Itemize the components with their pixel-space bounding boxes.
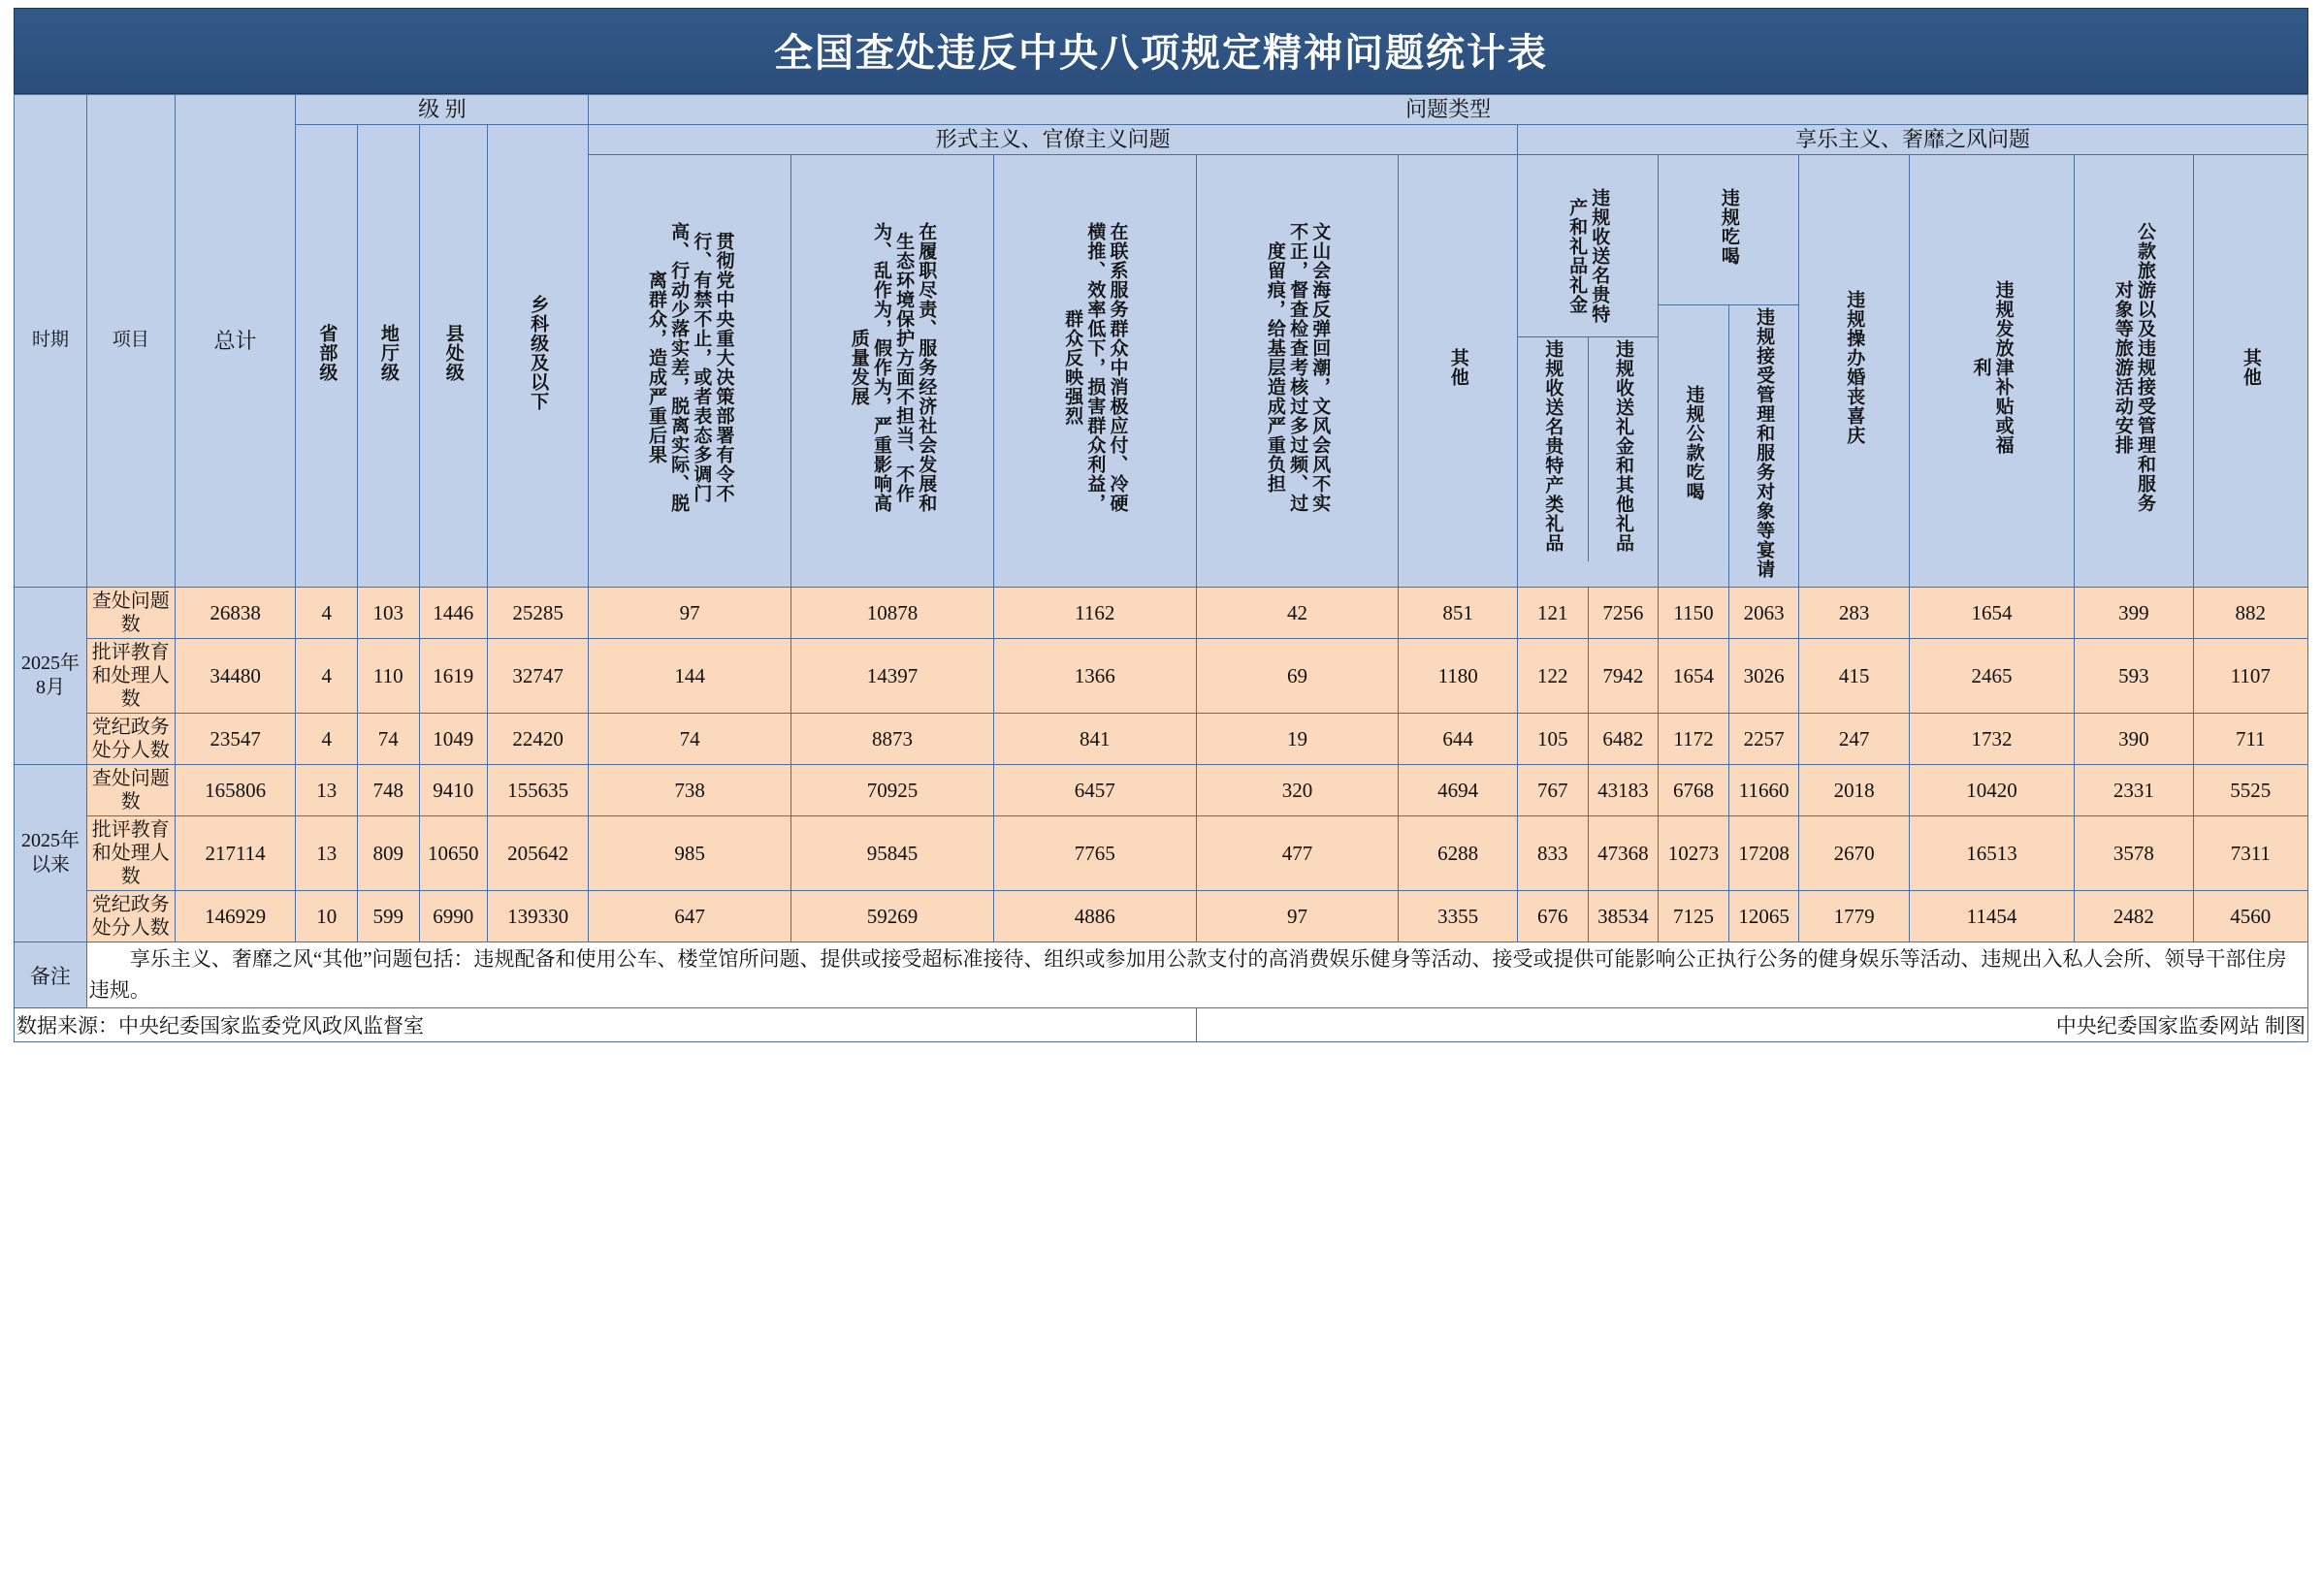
cell-formalism-other: 3355 [1399, 891, 1518, 942]
cell-hedonism-2: 43183 [1588, 765, 1659, 816]
header-hedonism-gift-col-2: 违规收送礼金和其他礼品 [1612, 339, 1633, 554]
cell-hedonism-2: 6482 [1588, 714, 1659, 765]
cell-hedonism-4: 2063 [1728, 588, 1799, 639]
cell-total: 26838 [175, 588, 296, 639]
cell-total: 34480 [175, 639, 296, 714]
cell-formalism-4: 320 [1196, 765, 1399, 816]
cell-hedonism-7: 2331 [2075, 765, 2194, 816]
cell-formalism-1: 985 [589, 816, 791, 891]
cell-hedonism-3: 6768 [1659, 765, 1729, 816]
statistics-table [14, 94, 2308, 1042]
header-hedonism-other: 其他 [2193, 154, 2307, 587]
header-row-2 [15, 124, 2308, 154]
cell-level-3: 1049 [419, 714, 487, 765]
header-formalism-group: 形式主义、官僚主义问题 [589, 124, 1518, 154]
header-period: 时期 [15, 95, 87, 588]
table-row [15, 639, 2308, 714]
cell-hedonism-7: 399 [2075, 588, 2194, 639]
cell-total: 23547 [175, 714, 296, 765]
cell-hedonism-5: 247 [1799, 714, 1909, 765]
row-item-label: 党纪政务处分人数 [86, 714, 175, 765]
cell-level-1: 10 [296, 891, 358, 942]
cell-formalism-other: 4694 [1399, 765, 1518, 816]
header-hedonism-allowance: 违规发放津补贴或福利 [1909, 154, 2074, 587]
header-formalism-col-3: 在联系服务群众中消极应付、冷硬横推、效率低下，损害群众利益，群众反映强烈 [993, 154, 1196, 587]
cell-hedonism-7: 390 [2075, 714, 2194, 765]
cell-hedonism-6: 1654 [1909, 588, 2074, 639]
cell-level-3: 9410 [419, 765, 487, 816]
header-hedonism-wedding: 违规操办婚丧喜庆 [1799, 154, 1909, 587]
row-item-label: 查处问题数 [86, 765, 175, 816]
cell-hedonism-7: 593 [2075, 639, 2194, 714]
cell-level-1: 4 [296, 639, 358, 714]
cell-hedonism-6: 10420 [1909, 765, 2074, 816]
cell-formalism-other: 6288 [1399, 816, 1518, 891]
cell-level-2: 110 [358, 639, 420, 714]
header-level-township: 乡科级及以下 [487, 124, 588, 587]
cell-formalism-2: 95845 [791, 816, 994, 891]
cell-hedonism-5: 415 [1799, 639, 1909, 714]
cell-hedonism-1: 767 [1517, 765, 1588, 816]
table-row [15, 588, 2308, 639]
cell-hedonism-8: 7311 [2193, 816, 2307, 891]
header-hedonism-gift-group: 违规收送名贵特产和礼品礼金 [1518, 181, 1658, 337]
cell-level-2: 599 [358, 891, 420, 942]
cell-formalism-other: 644 [1399, 714, 1518, 765]
cell-hedonism-8: 882 [2193, 588, 2307, 639]
header-hedonism-travel: 公款旅游以及违规接受管理和服务对象等旅游活动安排 [2075, 154, 2194, 587]
cell-level-3: 1446 [419, 588, 487, 639]
cell-total: 146929 [175, 891, 296, 942]
footer-row [15, 1008, 2308, 1042]
table-row [15, 816, 2308, 891]
cell-hedonism-6: 16513 [1909, 816, 2074, 891]
cell-hedonism-3: 1172 [1659, 714, 1729, 765]
header-hedonism-eat-col-1: 违规公款吃喝 [1659, 304, 1728, 587]
row-item-label: 查处问题数 [86, 588, 175, 639]
header-hedonism-group: 享乐主义、奢靡之风问题 [1517, 124, 2307, 154]
cell-formalism-4: 97 [1196, 891, 1399, 942]
cell-level-1: 13 [296, 765, 358, 816]
cell-hedonism-8: 5525 [2193, 765, 2307, 816]
cell-hedonism-1: 105 [1517, 714, 1588, 765]
header-level-group: 级 别 [296, 95, 589, 125]
cell-level-4: 25285 [487, 588, 588, 639]
cell-hedonism-2: 7942 [1588, 639, 1659, 714]
cell-hedonism-5: 2018 [1799, 765, 1909, 816]
header-level-department: 地厅级 [358, 124, 420, 587]
cell-hedonism-4: 11660 [1728, 765, 1799, 816]
data-source: 数据来源：中央纪委国家监委党风政风监督室 [15, 1008, 1197, 1042]
note-label: 备注 [15, 942, 87, 1008]
cell-formalism-3: 7765 [993, 816, 1196, 891]
note-row [15, 942, 2308, 1008]
header-formalism-col-2: 在履职尽责、服务经济社会发展和生态环境保护方面不担当、不作为、乱作为，假作为，严重影响高质量发展 [791, 154, 994, 587]
cell-hedonism-1: 676 [1517, 891, 1588, 942]
cell-hedonism-4: 12065 [1728, 891, 1799, 942]
cell-formalism-1: 647 [589, 891, 791, 942]
header-formalism-col-other: 其他 [1399, 154, 1518, 587]
cell-formalism-other: 851 [1399, 588, 1518, 639]
cell-formalism-2: 10878 [791, 588, 994, 639]
cell-hedonism-1: 121 [1517, 588, 1588, 639]
cell-level-4: 139330 [487, 891, 588, 942]
cell-formalism-other: 1180 [1399, 639, 1518, 714]
cell-formalism-1: 738 [589, 765, 791, 816]
page-title: 全国查处违反中央八项规定精神问题统计表 [14, 8, 2308, 94]
cell-formalism-4: 42 [1196, 588, 1399, 639]
header-level-county: 县处级 [419, 124, 487, 587]
cell-hedonism-6: 11454 [1909, 891, 2074, 942]
cell-hedonism-5: 283 [1799, 588, 1909, 639]
cell-level-2: 103 [358, 588, 420, 639]
period-label: 2025年以来 [15, 765, 87, 942]
cell-level-3: 1619 [419, 639, 487, 714]
cell-hedonism-3: 7125 [1659, 891, 1729, 942]
table-row [15, 765, 2308, 816]
cell-total: 165806 [175, 765, 296, 816]
cell-hedonism-3: 10273 [1659, 816, 1729, 891]
cell-hedonism-2: 7256 [1588, 588, 1659, 639]
cell-hedonism-1: 122 [1517, 639, 1588, 714]
cell-level-2: 748 [358, 765, 420, 816]
cell-formalism-3: 6457 [993, 765, 1196, 816]
cell-level-1: 4 [296, 588, 358, 639]
row-item-label: 批评教育和处理人数 [86, 639, 175, 714]
cell-hedonism-7: 2482 [2075, 891, 2194, 942]
header-total: 总计 [175, 95, 296, 588]
cell-hedonism-3: 1654 [1659, 639, 1729, 714]
header-hedonism-gift-col-1: 违规收送名贵特产类礼品 [1518, 337, 1588, 561]
header-level-provincial: 省部级 [296, 124, 358, 587]
cell-hedonism-1: 833 [1517, 816, 1588, 891]
cell-hedonism-6: 2465 [1909, 639, 2074, 714]
note-text: 享乐主义、奢靡之风“其他”问题包括：违规配备和使用公车、楼堂馆所问题、提供或接受超标准接待、组织或参加用公款支付的高消费娱乐健身等活动、接受或提供可能影响公正执行公务的健身娱乐等活动、违规出入私人会所、领导干部住房违规。 [86, 942, 2307, 1008]
header-hedonism-eat-block [1659, 154, 1799, 587]
cell-hedonism-4: 3026 [1728, 639, 1799, 714]
cell-hedonism-8: 4560 [2193, 891, 2307, 942]
cell-hedonism-8: 1107 [2193, 639, 2307, 714]
cell-total: 217114 [175, 816, 296, 891]
cell-level-4: 22420 [487, 714, 588, 765]
cell-level-4: 205642 [487, 816, 588, 891]
cell-hedonism-5: 1779 [1799, 891, 1909, 942]
cell-hedonism-2: 38534 [1588, 891, 1659, 942]
cell-formalism-3: 4886 [993, 891, 1196, 942]
header-hedonism-gift-block [1517, 154, 1658, 587]
cell-formalism-2: 59269 [791, 891, 994, 942]
header-formalism-col-1: 贯彻党中央重大决策部署有令不行、有禁不止，或者表态多调门高、行动少落实差，脱离实际、脱离群众，造成严重后果 [589, 154, 791, 587]
cell-hedonism-4: 2257 [1728, 714, 1799, 765]
row-item-label: 批评教育和处理人数 [86, 816, 175, 891]
header-item: 项目 [86, 95, 175, 588]
header-hedonism-eat-col-2: 违规接受管理和服务对象等宴请 [1754, 306, 1775, 579]
cell-formalism-3: 1366 [993, 639, 1196, 714]
cell-formalism-4: 69 [1196, 639, 1399, 714]
cell-level-3: 10650 [419, 816, 487, 891]
cell-hedonism-8: 711 [2193, 714, 2307, 765]
cell-formalism-1: 74 [589, 714, 791, 765]
cell-hedonism-7: 3578 [2075, 816, 2194, 891]
cell-formalism-3: 1162 [993, 588, 1196, 639]
table-row [15, 714, 2308, 765]
cell-level-4: 155635 [487, 765, 588, 816]
header-formalism-col-4: 文山会海反弹回潮，文风会风不实不正，督查检查考核过多过频、过度留痕，给基层造成严重负担 [1196, 154, 1399, 587]
cell-level-1: 4 [296, 714, 358, 765]
cell-formalism-2: 8873 [791, 714, 994, 765]
cell-level-2: 809 [358, 816, 420, 891]
cell-hedonism-3: 1150 [1659, 588, 1729, 639]
header-hedonism-eat-group: 违规吃喝 [1659, 155, 1798, 305]
cell-formalism-2: 14397 [791, 639, 994, 714]
cell-formalism-2: 70925 [791, 765, 994, 816]
cell-formalism-1: 144 [589, 639, 791, 714]
period-label: 2025年8月 [15, 588, 87, 765]
cell-level-1: 13 [296, 816, 358, 891]
cell-formalism-4: 477 [1196, 816, 1399, 891]
cell-level-2: 74 [358, 714, 420, 765]
header-row-1 [15, 95, 2308, 125]
credit: 中央纪委国家监委网站 制图 [1196, 1008, 2307, 1042]
cell-formalism-4: 19 [1196, 714, 1399, 765]
cell-formalism-1: 97 [589, 588, 791, 639]
cell-formalism-3: 841 [993, 714, 1196, 765]
row-item-label: 党纪政务处分人数 [86, 891, 175, 942]
cell-level-4: 32747 [487, 639, 588, 714]
cell-level-3: 6990 [419, 891, 487, 942]
table-row [15, 891, 2308, 942]
cell-hedonism-4: 17208 [1728, 816, 1799, 891]
header-problem-type-group: 问题类型 [589, 95, 2308, 125]
cell-hedonism-5: 2670 [1799, 816, 1909, 891]
cell-hedonism-6: 1732 [1909, 714, 2074, 765]
cell-hedonism-2: 47368 [1588, 816, 1659, 891]
